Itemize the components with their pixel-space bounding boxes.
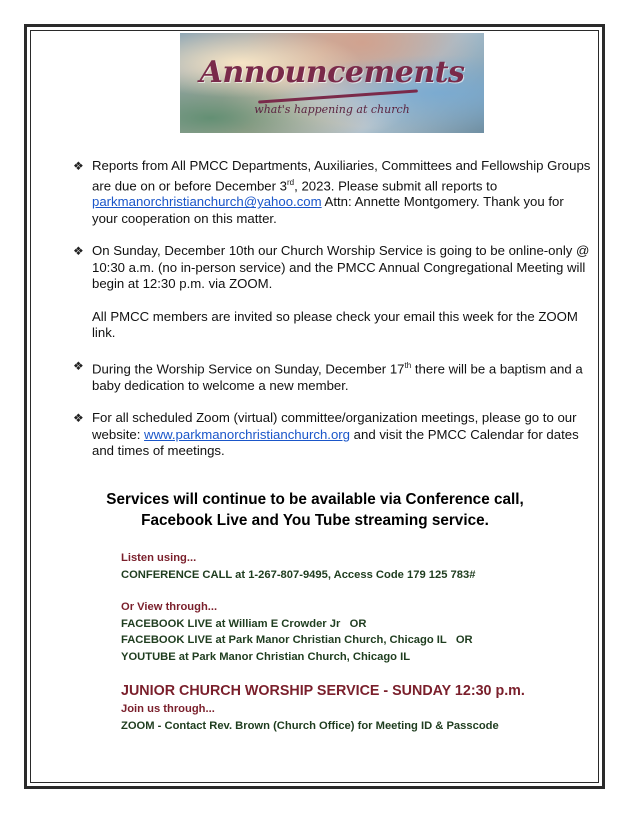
streaming-info (121, 550, 591, 734)
superscript: th (404, 360, 412, 370)
announcements-banner (180, 33, 484, 133)
services-line-1: Services will continue to be available via Conference call, (106, 491, 524, 508)
join-heading: Join us through... (121, 703, 215, 715)
banner-subtitle: what's happening at church (254, 103, 410, 116)
announcement-text (92, 158, 593, 227)
announcement-item (73, 158, 593, 227)
announcement-item (73, 243, 593, 342)
announcement-text (92, 410, 593, 460)
listen-heading: Listen using... (121, 552, 197, 564)
services-heading (60, 489, 570, 531)
facebook-line-2: FACEBOOK LIVE at Park Manor Christian Church, Chicago IL OR (121, 634, 473, 646)
banner-title: Announcements (199, 55, 465, 90)
diamond-bullet-icon: ❖ (73, 159, 84, 173)
youtube-line: YOUTUBE at Park Manor Christian Church, Chicago IL (121, 650, 411, 663)
diamond-bullet-icon: ❖ (73, 244, 84, 259)
zoom-line: ZOOM - Contact Rev. Brown (Church Office) for Meeting ID & Passcode (121, 719, 499, 732)
view-heading: Or View through... (121, 601, 218, 613)
superscript: rd (287, 177, 295, 187)
banner-swoosh (258, 89, 418, 103)
text-span: and visit the PMCC Calendar for dates and times of meetings. (92, 426, 579, 459)
text-span: Attn: Annette Montgomery. Thank you for your cooperation on this matter. (92, 194, 564, 226)
facebook-line-1: FACEBOOK LIVE at William E Crowder Jr OR (121, 617, 367, 630)
spacer (121, 583, 591, 599)
announcement-item (73, 358, 593, 394)
diamond-bullet-icon: ❖ (73, 411, 84, 426)
announcement-text: All PMCC members are invited so please check your email this week for the ZOOM link. (92, 308, 578, 341)
text-span: During the Worship Service on Sunday, December 17 (92, 361, 405, 377)
text-span: there will be a baptism and a baby dedication to welcome a new member. (92, 361, 583, 393)
website-link[interactable]: www.parkmanorchristianchurch.org (144, 426, 350, 442)
text-span: , 2023. Please submit all reports to (294, 177, 498, 193)
announcement-item (73, 410, 593, 460)
announcement-text: On Sunday, December 10th our Church Worship Service is going to be online-only @ 10:30 a.m. (no in-person service) and the PMCC Annual Congregational Meeting will begin at 12:30 p.m. via ZOOM. (92, 243, 590, 292)
text-span: For all scheduled Zoom (virtual) committee/organization meetings, please go to our website: (92, 410, 577, 442)
diamond-bullet-icon: ❖ (73, 358, 84, 373)
announcement-list (73, 158, 593, 476)
services-line-2: Facebook Live and You Tube streaming service. (141, 512, 489, 529)
conference-call-line: CONFERENCE CALL at 1-267-807-9495, Access Code 179 125 783# (121, 568, 476, 581)
email-link[interactable]: parkmanorchristianchurch@yahoo.com (92, 194, 322, 210)
spacer (121, 665, 591, 681)
junior-church-heading: JUNIOR CHURCH WORSHIP SERVICE - SUNDAY 12:30 p.m. (121, 683, 525, 699)
text-span: Reports from All PMCC Departments, Auxiliaries, Committees and Fellowship Groups are due on or before December 3 (92, 158, 591, 193)
announcement-text (92, 358, 593, 394)
